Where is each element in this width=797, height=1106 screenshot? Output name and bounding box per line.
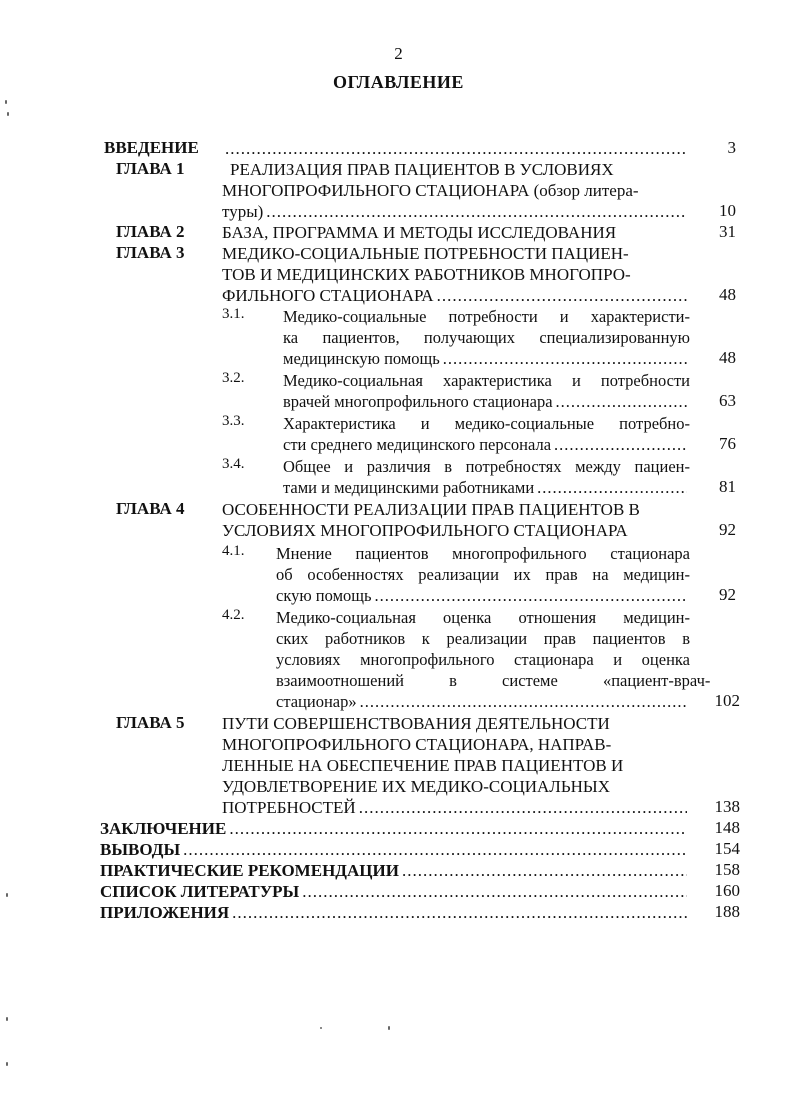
toc-s32-line: врачей многопрофильного стационара bbox=[283, 392, 553, 411]
toc-references-label: СПИСОК ЛИТЕРАТУРЫ bbox=[100, 882, 300, 901]
toc-ch3-line: ТОВ И МЕДИЦИНСКИХ РАБОТНИКОВ МНОГОПРО- bbox=[222, 265, 631, 284]
toc-intro-leader bbox=[222, 138, 690, 159]
toc-appendices-page: 188 bbox=[714, 902, 740, 921]
toc-intro-page: 3 bbox=[727, 138, 736, 157]
toc-ch3-label: ГЛАВА 3 bbox=[116, 243, 185, 262]
toc-s42-last-line bbox=[276, 691, 690, 712]
toc-s31-line: Медико-социальные потребности и характеристи- bbox=[283, 307, 690, 326]
toc-s42-line: ских работников к реализации прав пациентов в bbox=[276, 629, 690, 648]
toc-ch4-page: 92 bbox=[719, 520, 736, 539]
toc-s34-line: тами и медицинскими работниками bbox=[283, 478, 535, 497]
toc-ch1-line: МНОГОПРОФИЛЬНОГО СТАЦИОНАРА (обзор литера- bbox=[222, 181, 639, 200]
toc-s33-number: 3.3. bbox=[222, 413, 245, 429]
toc-recommendations-label: ПРАКТИЧЕСКИЕ РЕКОМЕНДАЦИИ bbox=[100, 861, 399, 880]
toc-s32-line: Медико-социальная характеристика и потребности bbox=[283, 371, 690, 390]
toc-s31-last-line bbox=[283, 348, 690, 369]
toc-ch5-line: УДОВЛЕТВОРЕНИЕ ИХ МЕДИКО-СОЦИАЛЬНЫХ bbox=[222, 777, 610, 796]
toc-recommendations-page: 158 bbox=[714, 860, 740, 879]
toc-conclusion-row bbox=[100, 818, 690, 839]
toc-s33-last-line bbox=[283, 434, 690, 455]
toc-s33-line: Характеристика и медико-социальные потребно- bbox=[283, 414, 690, 433]
toc-conclusion-label: ЗАКЛЮЧЕНИЕ bbox=[100, 819, 227, 838]
toc-s41-line: Мнение пациентов многопрофильного стационара bbox=[276, 544, 690, 563]
toc-s41-number: 4.1. bbox=[222, 543, 245, 559]
scan-speck bbox=[6, 1017, 8, 1021]
toc-s31-number: 3.1. bbox=[222, 306, 245, 322]
toc-references-page: 160 bbox=[714, 881, 740, 900]
toc-s34-number: 3.4. bbox=[222, 456, 245, 472]
toc-findings-row bbox=[100, 839, 690, 860]
toc-s32-page: 63 bbox=[719, 391, 736, 410]
toc-ch5-line: ПУТИ СОВЕРШЕНСТВОВАНИЯ ДЕЯТЕЛЬНОСТИ bbox=[222, 714, 610, 733]
toc-appendices-label: ПРИЛОЖЕНИЯ bbox=[100, 903, 230, 922]
toc-s42-line: условиях многопрофильного стационара и оценка bbox=[276, 650, 690, 669]
scan-speck bbox=[5, 100, 7, 104]
toc-ch2-page: 31 bbox=[719, 222, 736, 241]
scan-speck bbox=[7, 112, 9, 116]
toc-ch1-label: ГЛАВА 1 bbox=[116, 159, 185, 178]
toc-ch2-line: БАЗА, ПРОГРАММА И МЕТОДЫ ИССЛЕДОВАНИЯ bbox=[222, 223, 617, 242]
toc-s41-line: скую помощь bbox=[276, 586, 372, 605]
toc-ch1-page: 10 bbox=[719, 201, 736, 220]
toc-ch5-page: 138 bbox=[714, 797, 740, 816]
toc-ch3-line: МЕДИКО-СОЦИАЛЬНЫЕ ПОТРЕБНОСТИ ПАЦИЕН- bbox=[222, 244, 629, 263]
toc-ch3-line: ФИЛЬНОГО СТАЦИОНАРА bbox=[222, 286, 434, 305]
page-number: 2 bbox=[394, 44, 403, 63]
toc-conclusion-page: 148 bbox=[714, 818, 740, 837]
toc-s33-page: 76 bbox=[719, 434, 736, 453]
toc-s42-number: 4.2. bbox=[222, 607, 245, 623]
scan-speck bbox=[388, 1026, 390, 1030]
scan-speck bbox=[320, 1027, 322, 1029]
toc-ch2-label: ГЛАВА 2 bbox=[116, 222, 185, 241]
toc-s42-line: стационар» bbox=[276, 692, 357, 711]
scan-speck bbox=[6, 1062, 8, 1066]
toc-s31-line: медицинскую помощь bbox=[283, 349, 440, 368]
toc-s41-line: об особенностях реализации их прав на медицин- bbox=[276, 565, 690, 584]
toc-ch5-line: ПОТРЕБНОСТЕЙ bbox=[222, 798, 356, 817]
toc-ch3-last-line bbox=[222, 285, 690, 306]
toc-findings-label: ВЫВОДЫ bbox=[100, 840, 181, 859]
scan-speck bbox=[6, 893, 8, 897]
toc-s42-line: Медико-социальная оценка отношения медицин- bbox=[276, 608, 690, 627]
toc-ch1-line: РЕАЛИЗАЦИЯ ПРАВ ПАЦИЕНТОВ В УСЛОВИЯХ bbox=[230, 160, 614, 179]
toc-s42-page: 102 bbox=[714, 691, 740, 710]
toc-ch4-line: УСЛОВИЯХ МНОГОПРОФИЛЬНОГО СТАЦИОНАРА bbox=[222, 521, 628, 540]
toc-appendices-row bbox=[100, 902, 690, 923]
page-title: ОГЛАВЛЕНИЕ bbox=[333, 72, 464, 92]
toc-ch1-line: туры) bbox=[222, 202, 264, 221]
toc-ch5-line: ЛЕННЫЕ НА ОБЕСПЕЧЕНИЕ ПРАВ ПАЦИЕНТОВ И bbox=[222, 756, 624, 775]
toc-s32-last-line bbox=[283, 391, 690, 412]
toc-intro-label: ВВЕДЕНИЕ bbox=[104, 138, 199, 157]
toc-s42-line: взаимоотношений в системе «пациент-врач- bbox=[276, 671, 711, 690]
toc-ch1-last-line bbox=[222, 201, 690, 222]
toc-recommendations-row bbox=[100, 860, 690, 881]
toc-ch3-page: 48 bbox=[719, 285, 736, 304]
toc-s31-page: 48 bbox=[719, 348, 736, 367]
toc-ch5-line: МНОГОПРОФИЛЬНОГО СТАЦИОНАРА, НАПРАВ- bbox=[222, 735, 612, 754]
toc-s31-line: ка пациентов, получающих специализированную bbox=[283, 328, 690, 347]
toc-s34-last-line bbox=[283, 477, 690, 498]
toc-s34-line: Общее и различия в потребностях между пациен- bbox=[283, 457, 690, 476]
toc-s32-number: 3.2. bbox=[222, 370, 245, 386]
toc-references-row bbox=[100, 881, 690, 902]
toc-ch5-label: ГЛАВА 5 bbox=[116, 713, 185, 732]
toc-ch5-last-line bbox=[222, 797, 690, 818]
toc-s34-page: 81 bbox=[719, 477, 736, 496]
toc-findings-page: 154 bbox=[714, 839, 740, 858]
toc-s41-page: 92 bbox=[719, 585, 736, 604]
toc-s41-last-line bbox=[276, 585, 690, 606]
toc-ch4-line: ОСОБЕННОСТИ РЕАЛИЗАЦИИ ПРАВ ПАЦИЕНТОВ В bbox=[222, 500, 640, 519]
toc-s33-line: сти среднего медицинского персонала bbox=[283, 435, 552, 454]
toc-ch4-label: ГЛАВА 4 bbox=[116, 499, 185, 518]
